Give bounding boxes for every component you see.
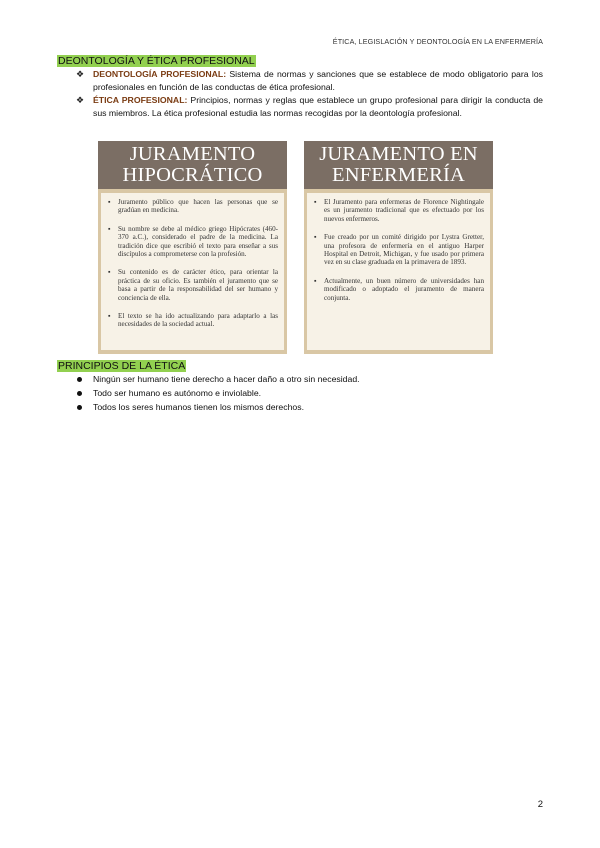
card-juramento-enfermeria bbox=[304, 141, 493, 354]
principles-list bbox=[76, 373, 360, 414]
principle-item: Todo ser humano es autónomo e inviolable. bbox=[76, 387, 360, 401]
card-point: ▪ El texto se ha ido actualizando para adaptarlo a las necesidades de la sociedad actual. bbox=[107, 312, 278, 329]
section-title-deontologia: DEONTOLOGÍA Y ÉTICA PROFESIONAL bbox=[58, 55, 255, 67]
principle-item: Ningún ser humano tiene derecho a hacer daño a otro sin necesidad. bbox=[76, 373, 360, 387]
card-juramento-hipocratico bbox=[98, 141, 287, 354]
card-point: ▪ Su nombre se debe al médico griego Hipócrates (460-370 a.C.), considerado el padre de la medicina. La tradición dice que escribió el texto para enseñar a sus discípulos a comprometerse con la profesión. bbox=[107, 225, 278, 259]
card-inner bbox=[101, 193, 284, 350]
card-point: ▪ Su contenido es de carácter ético, para orientar la práctica de su oficio. Es también el juramento que se basa a partir de la responsabilidad del ser humano y conciencia de ella. bbox=[107, 268, 278, 302]
card-point: ▪ El Juramento para enfermeras de Florence Nightingale es un juramento tradicional que es efectuado por los nuevos enfermeros. bbox=[313, 198, 484, 223]
card-point: ▪ Actualmente, un buen número de universidades han modificado o adoptado el juramento de manera conjunta. bbox=[313, 277, 484, 302]
page-number: 2 bbox=[537, 799, 543, 810]
card-point: ▪ Juramento público que hacen las personas que se gradúan en medicina. bbox=[107, 198, 278, 215]
card-points bbox=[313, 198, 484, 302]
card-title-line: JURAMENTO EN bbox=[319, 143, 478, 165]
card-body bbox=[98, 189, 287, 354]
definition-item-etica bbox=[76, 94, 543, 119]
card-points bbox=[107, 198, 278, 329]
running-header: ÉTICA, LEGISLACIÓN Y DEONTOLOGÍA EN LA ENFERMERÍA bbox=[332, 37, 543, 46]
definitions-list bbox=[76, 68, 543, 120]
card-point: ▪ Fue creado por un comité dirigido por Lystra Gretter, una profesora de enfermería en el antiguo Harper Hospital en Detroit, Michigan, y fue usado por primera vez en su clase graduada en la primavera de 1893. bbox=[313, 233, 484, 267]
diamond-bullet-icon: ❖ bbox=[76, 95, 85, 106]
principle-item: Todos los seres humanos tienen los mismos derechos. bbox=[76, 401, 360, 415]
definition-text: Principios, normas y reglas que establece un grupo profesional para dirigir la conducta de sus miembros. La ética profesional estudia las normas recogidas por la deontología profesional. bbox=[93, 95, 544, 118]
card-title-line: HIPOCRÁTICO bbox=[122, 164, 263, 186]
card-body bbox=[304, 189, 493, 354]
card-inner bbox=[307, 193, 490, 350]
card-title-line: JURAMENTO bbox=[129, 143, 256, 165]
definition-term: ÉTICA PROFESIONAL: bbox=[93, 95, 188, 106]
definition-text: Sistema de normas y sanciones que se establece de modo obligatorio para los profesionales en función de las conductas de ética profesional. bbox=[93, 69, 543, 92]
card-title-line: ENFERMERÍA bbox=[332, 164, 465, 186]
section-title-principios: PRINCIPIOS DE LA ÉTICA bbox=[58, 360, 186, 372]
card-title bbox=[98, 141, 287, 189]
definition-term: DEONTOLOGÍA PROFESIONAL: bbox=[93, 69, 227, 79]
diamond-bullet-icon: ❖ bbox=[76, 69, 85, 79]
definition-item-deontologia bbox=[76, 68, 543, 93]
card-title bbox=[304, 141, 493, 189]
